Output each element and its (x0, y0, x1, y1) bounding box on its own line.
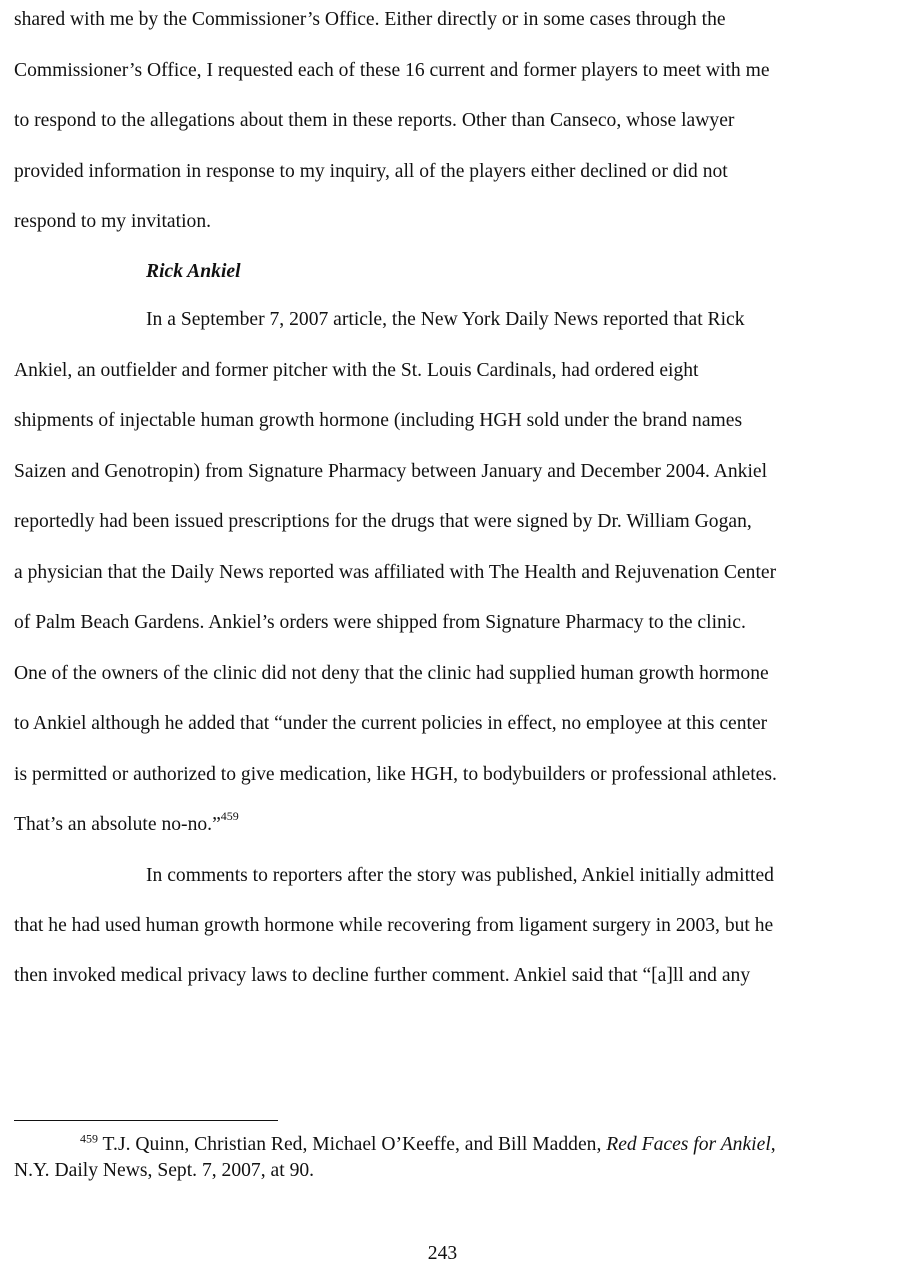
footnote-text-after: , (770, 1134, 776, 1155)
body-line: In comments to reporters after the story was published, Ankiel initially admitted (146, 865, 774, 886)
body-line: shared with me by the Commissioner’s Office. Either directly or in some cases through the (14, 9, 726, 30)
footnote-title: Red Faces for Ankiel (606, 1134, 771, 1155)
footnote-line-1 (80, 1133, 776, 1157)
body-line: provided information in response to my inquiry, all of the players either declined or did not (14, 161, 728, 182)
body-line: to Ankiel although he added that “under the current policies in effect, no employee at this center (14, 713, 768, 734)
footnote-separator (14, 1120, 278, 1121)
footnote-reference[interactable]: 459 (220, 809, 239, 824)
body-line: reportedly had been issued prescriptions for the drugs that were signed by Dr. William Gogan, (14, 511, 752, 532)
body-line: to respond to the allegations about them in these reports. Other than Canseco, whose lawyer (14, 110, 735, 131)
body-line: is permitted or authorized to give medication, like HGH, to bodybuilders or professional athletes. (14, 764, 777, 785)
body-line-text: That’s an absolute no-no.” (14, 814, 221, 835)
body-line: respond to my invitation. (14, 211, 212, 232)
footnote-text: T.J. Quinn, Christian Red, Michael O’Keeffe, and Bill Madden, (98, 1134, 607, 1155)
section-heading: Rick Ankiel (146, 261, 241, 282)
body-line: then invoked medical privacy laws to decline further comment. Ankiel said that “[a]ll and any (14, 965, 751, 986)
body-line: In a September 7, 2007 article, the New York Daily News reported that Rick (146, 309, 745, 330)
body-line: shipments of injectable human growth hormone (including HGH sold under the brand names (14, 410, 743, 431)
page-number: 243 (427, 1243, 458, 1264)
body-line: of Palm Beach Gardens. Ankiel’s orders were shipped from Signature Pharmacy to the clinic. (14, 612, 746, 633)
footnote-number: 459 (80, 1131, 98, 1146)
body-line: One of the owners of the clinic did not deny that the clinic had supplied human growth hormone (14, 663, 769, 684)
body-line: Ankiel, an outfielder and former pitcher with the St. Louis Cardinals, had ordered eight (14, 360, 699, 381)
body-line: a physician that the Daily News reported was affiliated with The Health and Rejuvenation Center (14, 562, 777, 583)
body-line: Commissioner’s Office, I requested each of these 16 current and former players to meet with me (14, 60, 770, 81)
body-line-with-footnote (14, 809, 239, 837)
body-line: Saizen and Genotropin) from Signature Pharmacy between January and December 2004. Ankiel (14, 461, 768, 482)
body-line: that he had used human growth hormone while recovering from ligament surgery in 2003, but he (14, 915, 774, 936)
footnote-line-2: N.Y. Daily News, Sept. 7, 2007, at 90. (14, 1160, 315, 1181)
